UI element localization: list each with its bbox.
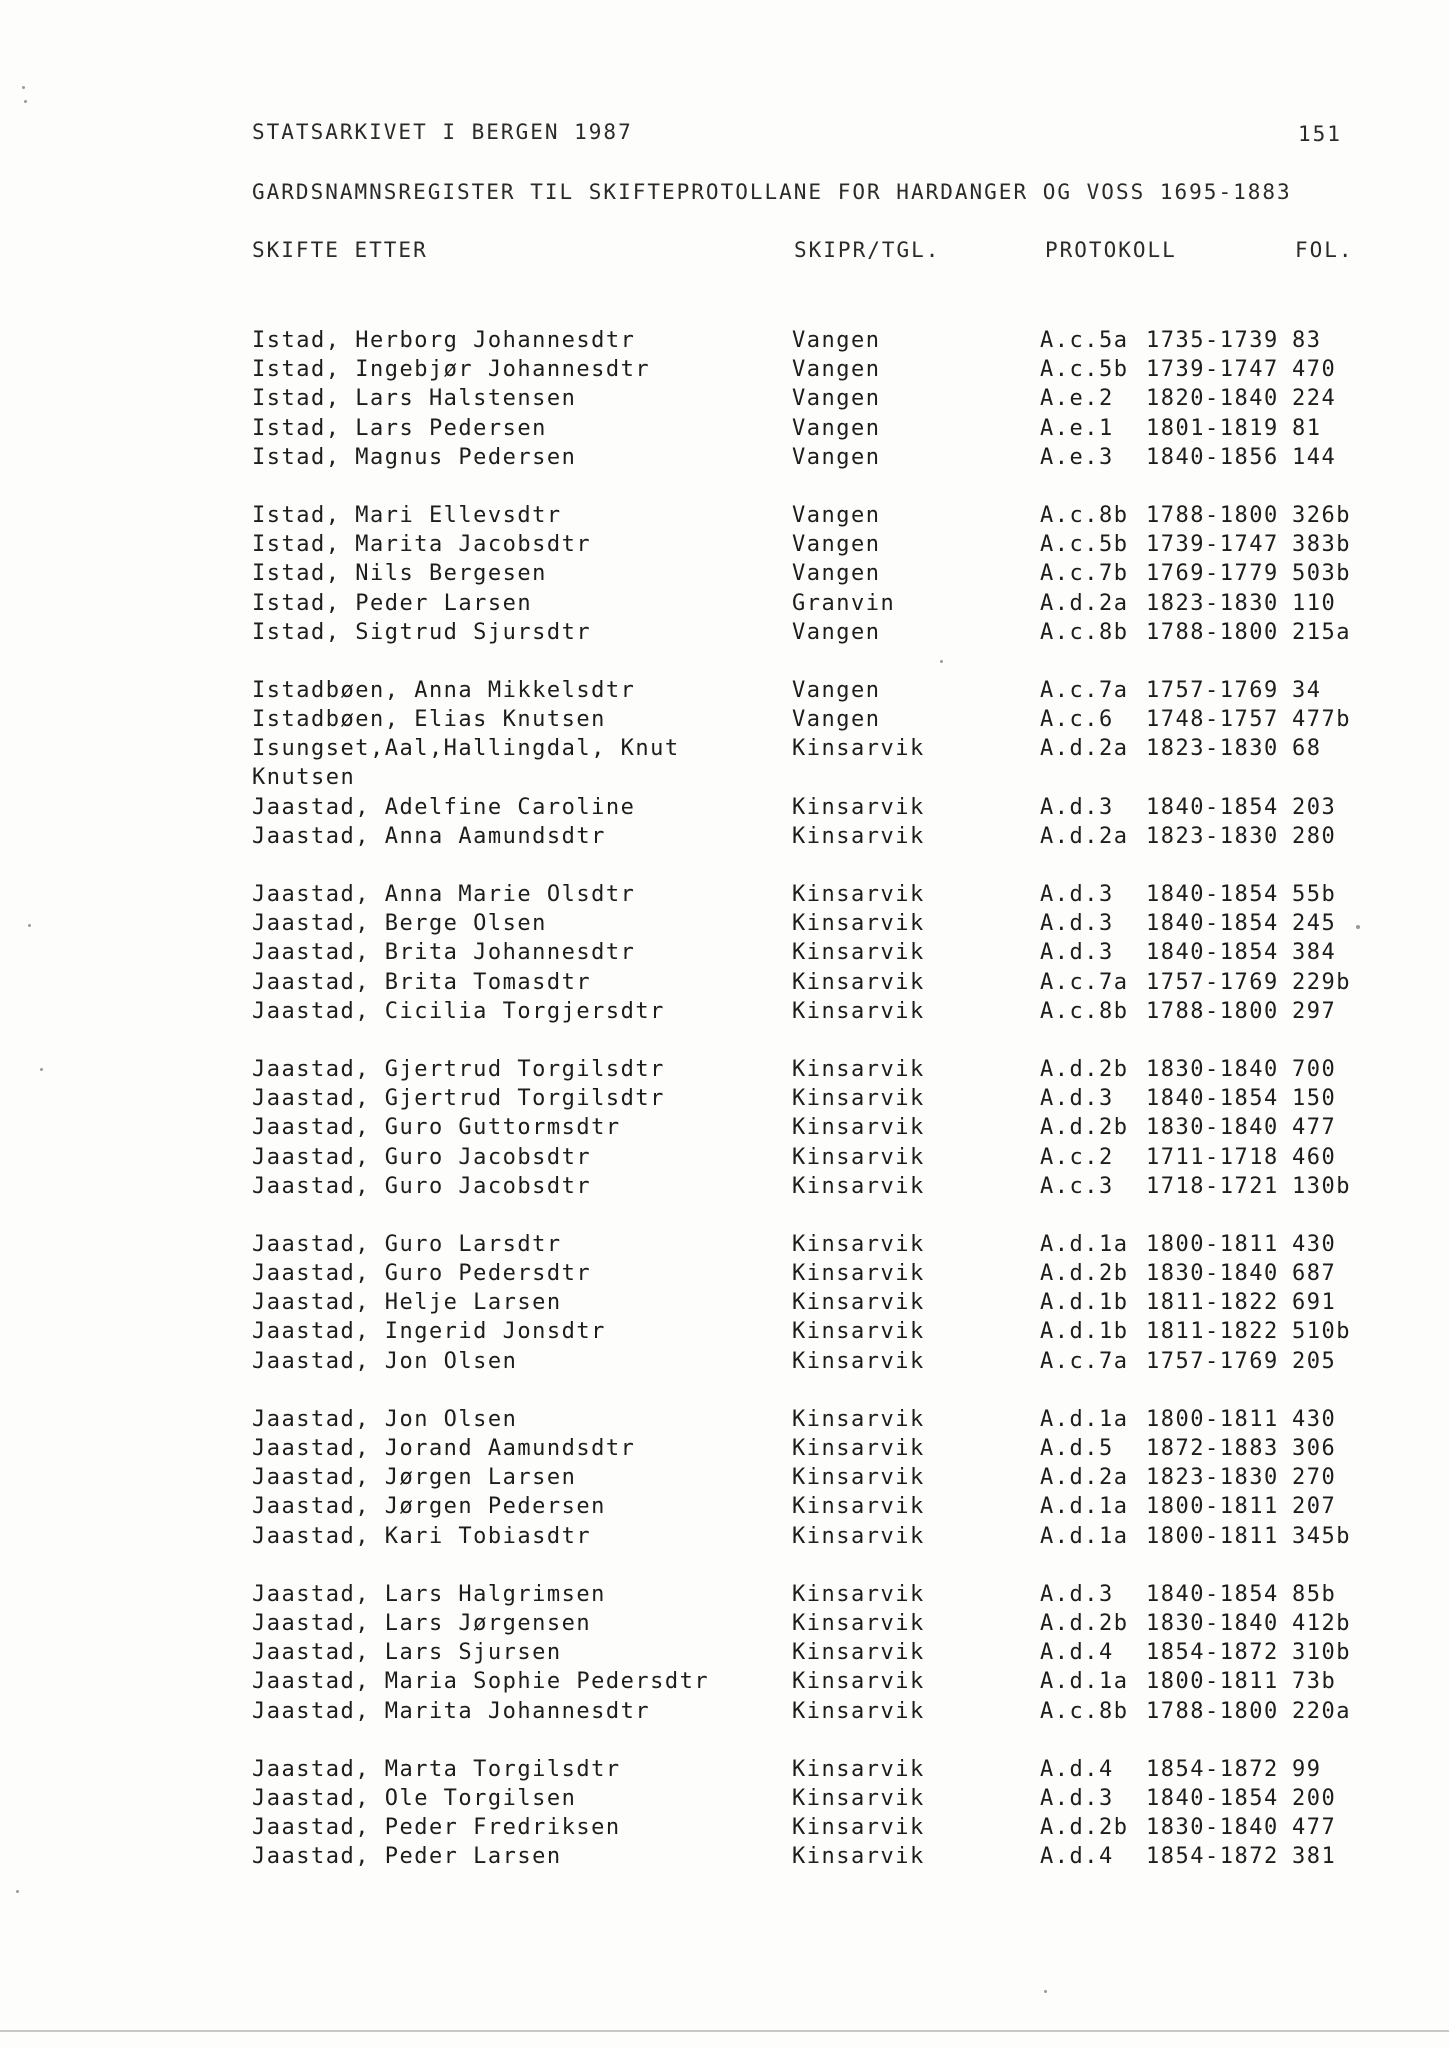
entry-place: Vangen xyxy=(792,619,881,645)
table-row xyxy=(0,1084,1449,1113)
entry-folio: 207 xyxy=(1292,1494,1337,1520)
entry-name: Istadbøen, Anna Mikkelsdtr xyxy=(252,677,636,703)
entry-folio: 326b xyxy=(1292,502,1351,528)
table-row xyxy=(0,326,1449,355)
entry-protocol: A.d.1b xyxy=(1040,1290,1129,1316)
entry-protocol: A.c.8b xyxy=(1040,1698,1129,1724)
entry-protocol: A.d.3 xyxy=(1040,1581,1114,1607)
table-row xyxy=(0,414,1449,443)
table-row xyxy=(0,1172,1449,1201)
table-row xyxy=(0,355,1449,384)
scan-speck xyxy=(40,1068,43,1071)
entry-years: 1830-1840 xyxy=(1146,1056,1279,1082)
table-row xyxy=(0,530,1449,559)
table-row xyxy=(0,968,1449,997)
entry-years: 1823-1830 xyxy=(1146,823,1279,849)
entry-name: Istad, Ingebjør Johannesdtr xyxy=(252,357,651,383)
table-row xyxy=(0,734,1449,792)
entry-folio: 381 xyxy=(1292,1844,1337,1870)
entry-folio: 150 xyxy=(1292,1086,1337,1112)
entry-folio: 83 xyxy=(1292,328,1322,353)
entry-name: Jaastad, Maria Sophie Pedersdtr xyxy=(252,1669,710,1695)
entry-years: 1830-1840 xyxy=(1146,1815,1279,1841)
entry-place: Kinsarvik xyxy=(792,1610,925,1636)
entry-protocol: A.d.2b xyxy=(1040,1056,1129,1082)
entry-folio: 55b xyxy=(1292,882,1337,908)
entry-years: 1872-1883 xyxy=(1146,1436,1279,1462)
table-row xyxy=(0,1317,1449,1346)
entry-place: Kinsarvik xyxy=(792,794,925,820)
entry-protocol: A.d.1a xyxy=(1040,1231,1129,1257)
entry-protocol: A.c.6 xyxy=(1040,707,1114,733)
entry-name: Istad, Sigtrud Sjursdtr xyxy=(252,619,592,645)
entry-name: Jaastad, Brita Tomasdtr xyxy=(252,969,592,995)
column-header-place: SKIPR/TGL. xyxy=(794,238,941,262)
entry-folio: 270 xyxy=(1292,1465,1337,1491)
entry-years: 1811-1822 xyxy=(1146,1319,1279,1345)
entry-place: Kinsarvik xyxy=(792,1086,925,1112)
entry-name: Jaastad, Guro Jacobsdtr xyxy=(252,1144,592,1170)
entry-protocol: A.d.2a xyxy=(1040,823,1129,849)
entry-folio: 34 xyxy=(1292,677,1322,703)
entry-years: 1757-1769 xyxy=(1146,969,1279,995)
entry-place: Vangen xyxy=(792,532,881,558)
entry-protocol: A.d.3 xyxy=(1040,911,1114,937)
entry-protocol: A.d.2b xyxy=(1040,1261,1129,1287)
table-row xyxy=(0,1492,1449,1521)
entry-protocol: A.d.4 xyxy=(1040,1640,1114,1666)
entry-folio: 430 xyxy=(1292,1231,1337,1257)
table-row xyxy=(0,1230,1449,1259)
table-row xyxy=(0,1113,1449,1142)
table-row xyxy=(0,676,1449,705)
table-row xyxy=(0,909,1449,938)
entry-name: Jaastad, Adelfine Caroline xyxy=(252,794,636,820)
entry-place: Vangen xyxy=(792,677,881,703)
entry-years: 1840-1856 xyxy=(1146,444,1279,470)
entry-name: Jaastad, Anna Aamundsdtr xyxy=(252,823,606,849)
entry-years: 1800-1811 xyxy=(1146,1406,1279,1432)
entry-years: 1811-1822 xyxy=(1146,1290,1279,1316)
table-row xyxy=(0,1143,1449,1172)
entry-name: Istad, Peder Larsen xyxy=(252,590,533,616)
entry-folio: 110 xyxy=(1292,590,1337,616)
entry-name: Jaastad, Anna Marie Olsdtr xyxy=(252,882,636,908)
entry-years: 1800-1811 xyxy=(1146,1669,1279,1695)
entry-folio: 130b xyxy=(1292,1173,1351,1199)
table-row xyxy=(0,1667,1449,1696)
table-row xyxy=(0,1405,1449,1434)
scan-speck xyxy=(940,660,943,663)
entry-folio: 430 xyxy=(1292,1406,1337,1432)
entry-name: Jaastad, Guro Jacobsdtr xyxy=(252,1173,592,1199)
entry-place: Kinsarvik xyxy=(792,1173,925,1199)
entry-name: Jaastad, Jørgen Larsen xyxy=(252,1465,577,1491)
entry-protocol: A.d.2b xyxy=(1040,1815,1129,1841)
entry-place: Kinsarvik xyxy=(792,1523,925,1549)
entry-years: 1769-1779 xyxy=(1146,561,1279,587)
entry-folio: 203 xyxy=(1292,794,1337,820)
entry-protocol: A.c.2 xyxy=(1040,1144,1114,1170)
entry-protocol: A.c.8b xyxy=(1040,998,1129,1024)
entry-years: 1711-1718 xyxy=(1146,1144,1279,1170)
entry-protocol: A.d.4 xyxy=(1040,1844,1114,1870)
scan-speck xyxy=(22,86,25,89)
entry-place: Kinsarvik xyxy=(792,1348,925,1374)
entry-name: Jaastad, Jørgen Pedersen xyxy=(252,1494,606,1520)
entry-folio: 306 xyxy=(1292,1436,1337,1462)
table-row xyxy=(0,1842,1449,1871)
entry-years: 1830-1840 xyxy=(1146,1610,1279,1636)
entry-name: Istad, Mari Ellevsdtr xyxy=(252,502,562,528)
table-row xyxy=(0,1288,1449,1317)
entry-years: 1840-1854 xyxy=(1146,794,1279,820)
entry-protocol: A.d.3 xyxy=(1040,1785,1114,1811)
table-row xyxy=(0,705,1449,734)
table-row xyxy=(0,501,1449,530)
entry-protocol: A.c.5b xyxy=(1040,532,1129,558)
entry-place: Granvin xyxy=(792,590,896,616)
entry-years: 1748-1757 xyxy=(1146,707,1279,733)
entry-name: Jaastad, Marta Torgilsdtr xyxy=(252,1756,621,1782)
table-row xyxy=(0,1522,1449,1551)
table-row xyxy=(0,618,1449,647)
table-row xyxy=(0,1697,1449,1726)
entry-name: Jaastad, Berge Olsen xyxy=(252,911,547,937)
archive-header: STATSARKIVET I BERGEN 1987 xyxy=(252,120,633,144)
table-row xyxy=(0,880,1449,909)
entry-name: Jaastad, Cicilia Torgjersdtr xyxy=(252,998,665,1024)
entry-folio: 310b xyxy=(1292,1640,1351,1666)
entry-place: Kinsarvik xyxy=(792,1785,925,1811)
entry-protocol: A.c.7a xyxy=(1040,677,1129,703)
table-row xyxy=(0,559,1449,588)
scan-speck xyxy=(24,100,27,103)
entry-protocol: A.d.2a xyxy=(1040,736,1129,762)
entry-years: 1757-1769 xyxy=(1146,677,1279,703)
entry-folio: 691 xyxy=(1292,1290,1337,1316)
table-row xyxy=(0,1609,1449,1638)
entry-folio: 205 xyxy=(1292,1348,1337,1374)
table-row xyxy=(0,1463,1449,1492)
entry-place: Kinsarvik xyxy=(792,882,925,908)
table-row xyxy=(0,1813,1449,1842)
entry-years: 1718-1721 xyxy=(1146,1173,1279,1199)
entry-protocol: A.d.3 xyxy=(1040,882,1114,908)
entry-place: Kinsarvik xyxy=(792,969,925,995)
entry-protocol: A.e.2 xyxy=(1040,386,1114,412)
entry-folio: 384 xyxy=(1292,940,1337,966)
entry-folio: 99 xyxy=(1292,1756,1322,1782)
entry-protocol: A.d.3 xyxy=(1040,940,1114,966)
entry-name: Jaastad, Helje Larsen xyxy=(252,1290,562,1316)
entry-name: Jaastad, Guro Guttormsdtr xyxy=(252,1115,621,1141)
entry-years: 1830-1840 xyxy=(1146,1261,1279,1287)
entry-years: 1840-1854 xyxy=(1146,1086,1279,1112)
entry-years: 1823-1830 xyxy=(1146,736,1279,762)
entry-folio: 68 xyxy=(1292,736,1322,762)
entry-place: Kinsarvik xyxy=(792,1056,925,1082)
entry-name: Istadbøen, Elias Knutsen xyxy=(252,707,606,733)
entry-folio: 73b xyxy=(1292,1669,1337,1695)
table-row xyxy=(0,1580,1449,1609)
table-row xyxy=(0,1434,1449,1463)
entry-place: Kinsarvik xyxy=(792,1231,925,1257)
entry-years: 1739-1747 xyxy=(1146,532,1279,558)
entry-name: Jaastad, Jorand Aamundsdtr xyxy=(252,1436,636,1462)
column-header-name: SKIFTE ETTER xyxy=(252,238,428,262)
register-entries xyxy=(0,326,1449,1871)
table-row xyxy=(0,822,1449,851)
entry-name: Istad, Nils Bergesen xyxy=(252,561,547,587)
entry-name: Jaastad, Marita Johannesdtr xyxy=(252,1698,651,1724)
entry-place: Kinsarvik xyxy=(792,1494,925,1520)
table-row xyxy=(0,1755,1449,1784)
entry-folio: 215a xyxy=(1292,619,1351,645)
entry-place: Kinsarvik xyxy=(792,823,925,849)
entry-years: 1757-1769 xyxy=(1146,1348,1279,1374)
page-number: 151 xyxy=(1298,122,1342,146)
entry-protocol: A.d.2a xyxy=(1040,590,1129,616)
scan-speck xyxy=(16,1890,19,1893)
table-row xyxy=(0,443,1449,472)
entry-years: 1840-1854 xyxy=(1146,882,1279,908)
entry-years: 1801-1819 xyxy=(1146,415,1279,441)
entry-place: Vangen xyxy=(792,357,881,383)
entry-place: Kinsarvik xyxy=(792,1436,925,1462)
entry-name: Jaastad, Jon Olsen xyxy=(252,1406,518,1432)
entry-protocol: A.d.1a xyxy=(1040,1494,1129,1520)
table-row xyxy=(0,1638,1449,1667)
entry-years: 1820-1840 xyxy=(1146,386,1279,412)
entry-folio: 477 xyxy=(1292,1815,1337,1841)
entry-place: Kinsarvik xyxy=(792,736,925,762)
entry-place: Vangen xyxy=(792,328,881,353)
entry-place: Vangen xyxy=(792,707,881,733)
entry-protocol: A.c.7a xyxy=(1040,1348,1129,1374)
entry-years: 1800-1811 xyxy=(1146,1523,1279,1549)
entry-name: Jaastad, Ingerid Jonsdtr xyxy=(252,1319,606,1345)
entry-place: Kinsarvik xyxy=(792,1319,925,1345)
entry-protocol: A.d.1a xyxy=(1040,1523,1129,1549)
entry-place: Vangen xyxy=(792,502,881,528)
table-row xyxy=(0,1784,1449,1813)
entry-folio: 144 xyxy=(1292,444,1337,470)
entry-folio: 383b xyxy=(1292,532,1351,558)
entry-folio: 460 xyxy=(1292,1144,1337,1170)
entry-name: Istad, Lars Halstensen xyxy=(252,386,577,412)
scan-edge-line xyxy=(0,2030,1449,2032)
entry-name: Jaastad, Lars Jørgensen xyxy=(252,1610,592,1636)
entry-protocol: A.d.1b xyxy=(1040,1319,1129,1345)
entry-years: 1854-1872 xyxy=(1146,1756,1279,1782)
column-header-folio: FOL. xyxy=(1295,238,1354,262)
entry-folio: 280 xyxy=(1292,823,1337,849)
entry-folio: 510b xyxy=(1292,1319,1351,1345)
entry-name: Jaastad, Ole Torgilsen xyxy=(252,1785,577,1811)
entry-place: Vangen xyxy=(792,415,881,441)
entry-folio: 81 xyxy=(1292,415,1322,441)
entry-name: Jaastad, Guro Larsdtr xyxy=(252,1231,562,1257)
entry-folio: 477 xyxy=(1292,1115,1337,1141)
entry-protocol: A.d.4 xyxy=(1040,1756,1114,1782)
entry-name: Jaastad, Brita Johannesdtr xyxy=(252,940,636,966)
entry-years: 1788-1800 xyxy=(1146,502,1279,528)
entry-place: Kinsarvik xyxy=(792,1115,925,1141)
entry-place: Kinsarvik xyxy=(792,940,925,966)
entry-protocol: A.c.8b xyxy=(1040,619,1129,645)
entry-folio: 85b xyxy=(1292,1581,1337,1607)
entry-years: 1739-1747 xyxy=(1146,357,1279,383)
entry-folio: 200 xyxy=(1292,1785,1337,1811)
entry-place: Vangen xyxy=(792,444,881,470)
entry-name: Jaastad, Peder Larsen xyxy=(252,1844,562,1870)
entry-protocol: A.c.7a xyxy=(1040,969,1129,995)
entry-name: Istad, Lars Pedersen xyxy=(252,415,547,441)
table-row xyxy=(0,1347,1449,1376)
table-row xyxy=(0,1259,1449,1288)
entry-folio: 220a xyxy=(1292,1698,1351,1724)
entry-place: Kinsarvik xyxy=(792,1261,925,1287)
entry-protocol: A.c.8b xyxy=(1040,502,1129,528)
table-row xyxy=(0,1055,1449,1084)
entry-place: Kinsarvik xyxy=(792,1698,925,1724)
entry-years: 1840-1854 xyxy=(1146,911,1279,937)
entry-place: Kinsarvik xyxy=(792,1465,925,1491)
scan-speck xyxy=(1044,1990,1047,1993)
entry-place: Kinsarvik xyxy=(792,1406,925,1432)
entry-protocol: A.d.5 xyxy=(1040,1436,1114,1462)
table-row xyxy=(0,384,1449,413)
entry-years: 1823-1830 xyxy=(1146,1465,1279,1491)
entry-folio: 687 xyxy=(1292,1261,1337,1287)
entry-name: Istad, Marita Jacobsdtr xyxy=(252,532,592,558)
entry-folio: 700 xyxy=(1292,1056,1337,1082)
entry-place: Kinsarvik xyxy=(792,1669,925,1695)
entry-years: 1788-1800 xyxy=(1146,998,1279,1024)
entry-protocol: A.d.3 xyxy=(1040,794,1114,820)
entry-place: Kinsarvik xyxy=(792,1815,925,1841)
scan-speck xyxy=(1356,925,1360,929)
entry-folio: 477b xyxy=(1292,707,1351,733)
entry-folio: 470 xyxy=(1292,357,1337,383)
entry-protocol: A.d.2b xyxy=(1040,1610,1129,1636)
entry-folio: 224 xyxy=(1292,386,1337,412)
entry-years: 1840-1854 xyxy=(1146,940,1279,966)
entry-years: 1735-1739 xyxy=(1146,328,1279,353)
entry-protocol: A.e.3 xyxy=(1040,444,1114,470)
entry-folio: 412b xyxy=(1292,1610,1351,1636)
entry-name: Istad, Herborg Johannesdtr xyxy=(252,328,636,353)
entry-name: Jaastad, Gjertrud Torgilsdtr xyxy=(252,1056,665,1082)
document-title: GARDSNAMNSREGISTER TIL SKIFTEPROTOLLANE FOR HARDANGER OG VOSS 1695-1883 xyxy=(252,180,1292,204)
entry-name: Jaastad, Lars Sjursen xyxy=(252,1640,562,1666)
entry-name: Jaastad, Kari Tobiasdtr xyxy=(252,1523,592,1549)
entry-protocol: A.d.2b xyxy=(1040,1115,1129,1141)
entry-place: Kinsarvik xyxy=(792,1581,925,1607)
entry-years: 1823-1830 xyxy=(1146,590,1279,616)
entry-name: Isungset,Aal,Hallingdal, Knut Knutsen xyxy=(252,736,680,791)
entry-years: 1800-1811 xyxy=(1146,1494,1279,1520)
entry-place: Vangen xyxy=(792,386,881,412)
entry-protocol: A.c.3 xyxy=(1040,1173,1114,1199)
entry-years: 1854-1872 xyxy=(1146,1640,1279,1666)
table-row xyxy=(0,997,1449,1026)
entry-protocol: A.d.1a xyxy=(1040,1406,1129,1432)
entry-protocol: A.c.5a xyxy=(1040,328,1129,353)
entry-years: 1788-1800 xyxy=(1146,619,1279,645)
entry-years: 1830-1840 xyxy=(1146,1115,1279,1141)
entry-place: Kinsarvik xyxy=(792,1844,925,1870)
entry-years: 1840-1854 xyxy=(1146,1581,1279,1607)
entry-years: 1788-1800 xyxy=(1146,1698,1279,1724)
entry-protocol: A.d.1a xyxy=(1040,1669,1129,1695)
entry-protocol: A.e.1 xyxy=(1040,415,1114,441)
entry-protocol: A.d.3 xyxy=(1040,1086,1114,1112)
entry-years: 1840-1854 xyxy=(1146,1785,1279,1811)
entry-place: Kinsarvik xyxy=(792,1290,925,1316)
entry-protocol: A.c.5b xyxy=(1040,357,1129,383)
entry-place: Kinsarvik xyxy=(792,911,925,937)
scan-speck xyxy=(28,924,31,927)
table-row xyxy=(0,589,1449,618)
entry-name: Jaastad, Jon Olsen xyxy=(252,1348,518,1374)
entry-years: 1854-1872 xyxy=(1146,1844,1279,1870)
entry-name: Istad, Magnus Pedersen xyxy=(252,444,577,470)
entry-folio: 503b xyxy=(1292,561,1351,587)
entry-name: Jaastad, Peder Fredriksen xyxy=(252,1815,621,1841)
entry-folio: 229b xyxy=(1292,969,1351,995)
entry-place: Vangen xyxy=(792,561,881,587)
entry-folio: 345b xyxy=(1292,1523,1351,1549)
table-row xyxy=(0,938,1449,967)
entry-protocol: A.c.7b xyxy=(1040,561,1129,587)
column-header-protocol: PROTOKOLL xyxy=(1045,238,1177,262)
entry-place: Kinsarvik xyxy=(792,1144,925,1170)
entry-folio: 297 xyxy=(1292,998,1337,1024)
entry-place: Kinsarvik xyxy=(792,998,925,1024)
entry-protocol: A.d.2a xyxy=(1040,1465,1129,1491)
entry-place: Kinsarvik xyxy=(792,1756,925,1782)
entry-name: Jaastad, Guro Pedersdtr xyxy=(252,1261,592,1287)
entry-place: Kinsarvik xyxy=(792,1640,925,1666)
entry-name: Jaastad, Lars Halgrimsen xyxy=(252,1581,606,1607)
entry-name: Jaastad, Gjertrud Torgilsdtr xyxy=(252,1086,665,1112)
table-row xyxy=(0,793,1449,822)
entry-folio: 245 xyxy=(1292,911,1337,937)
entry-years: 1800-1811 xyxy=(1146,1231,1279,1257)
